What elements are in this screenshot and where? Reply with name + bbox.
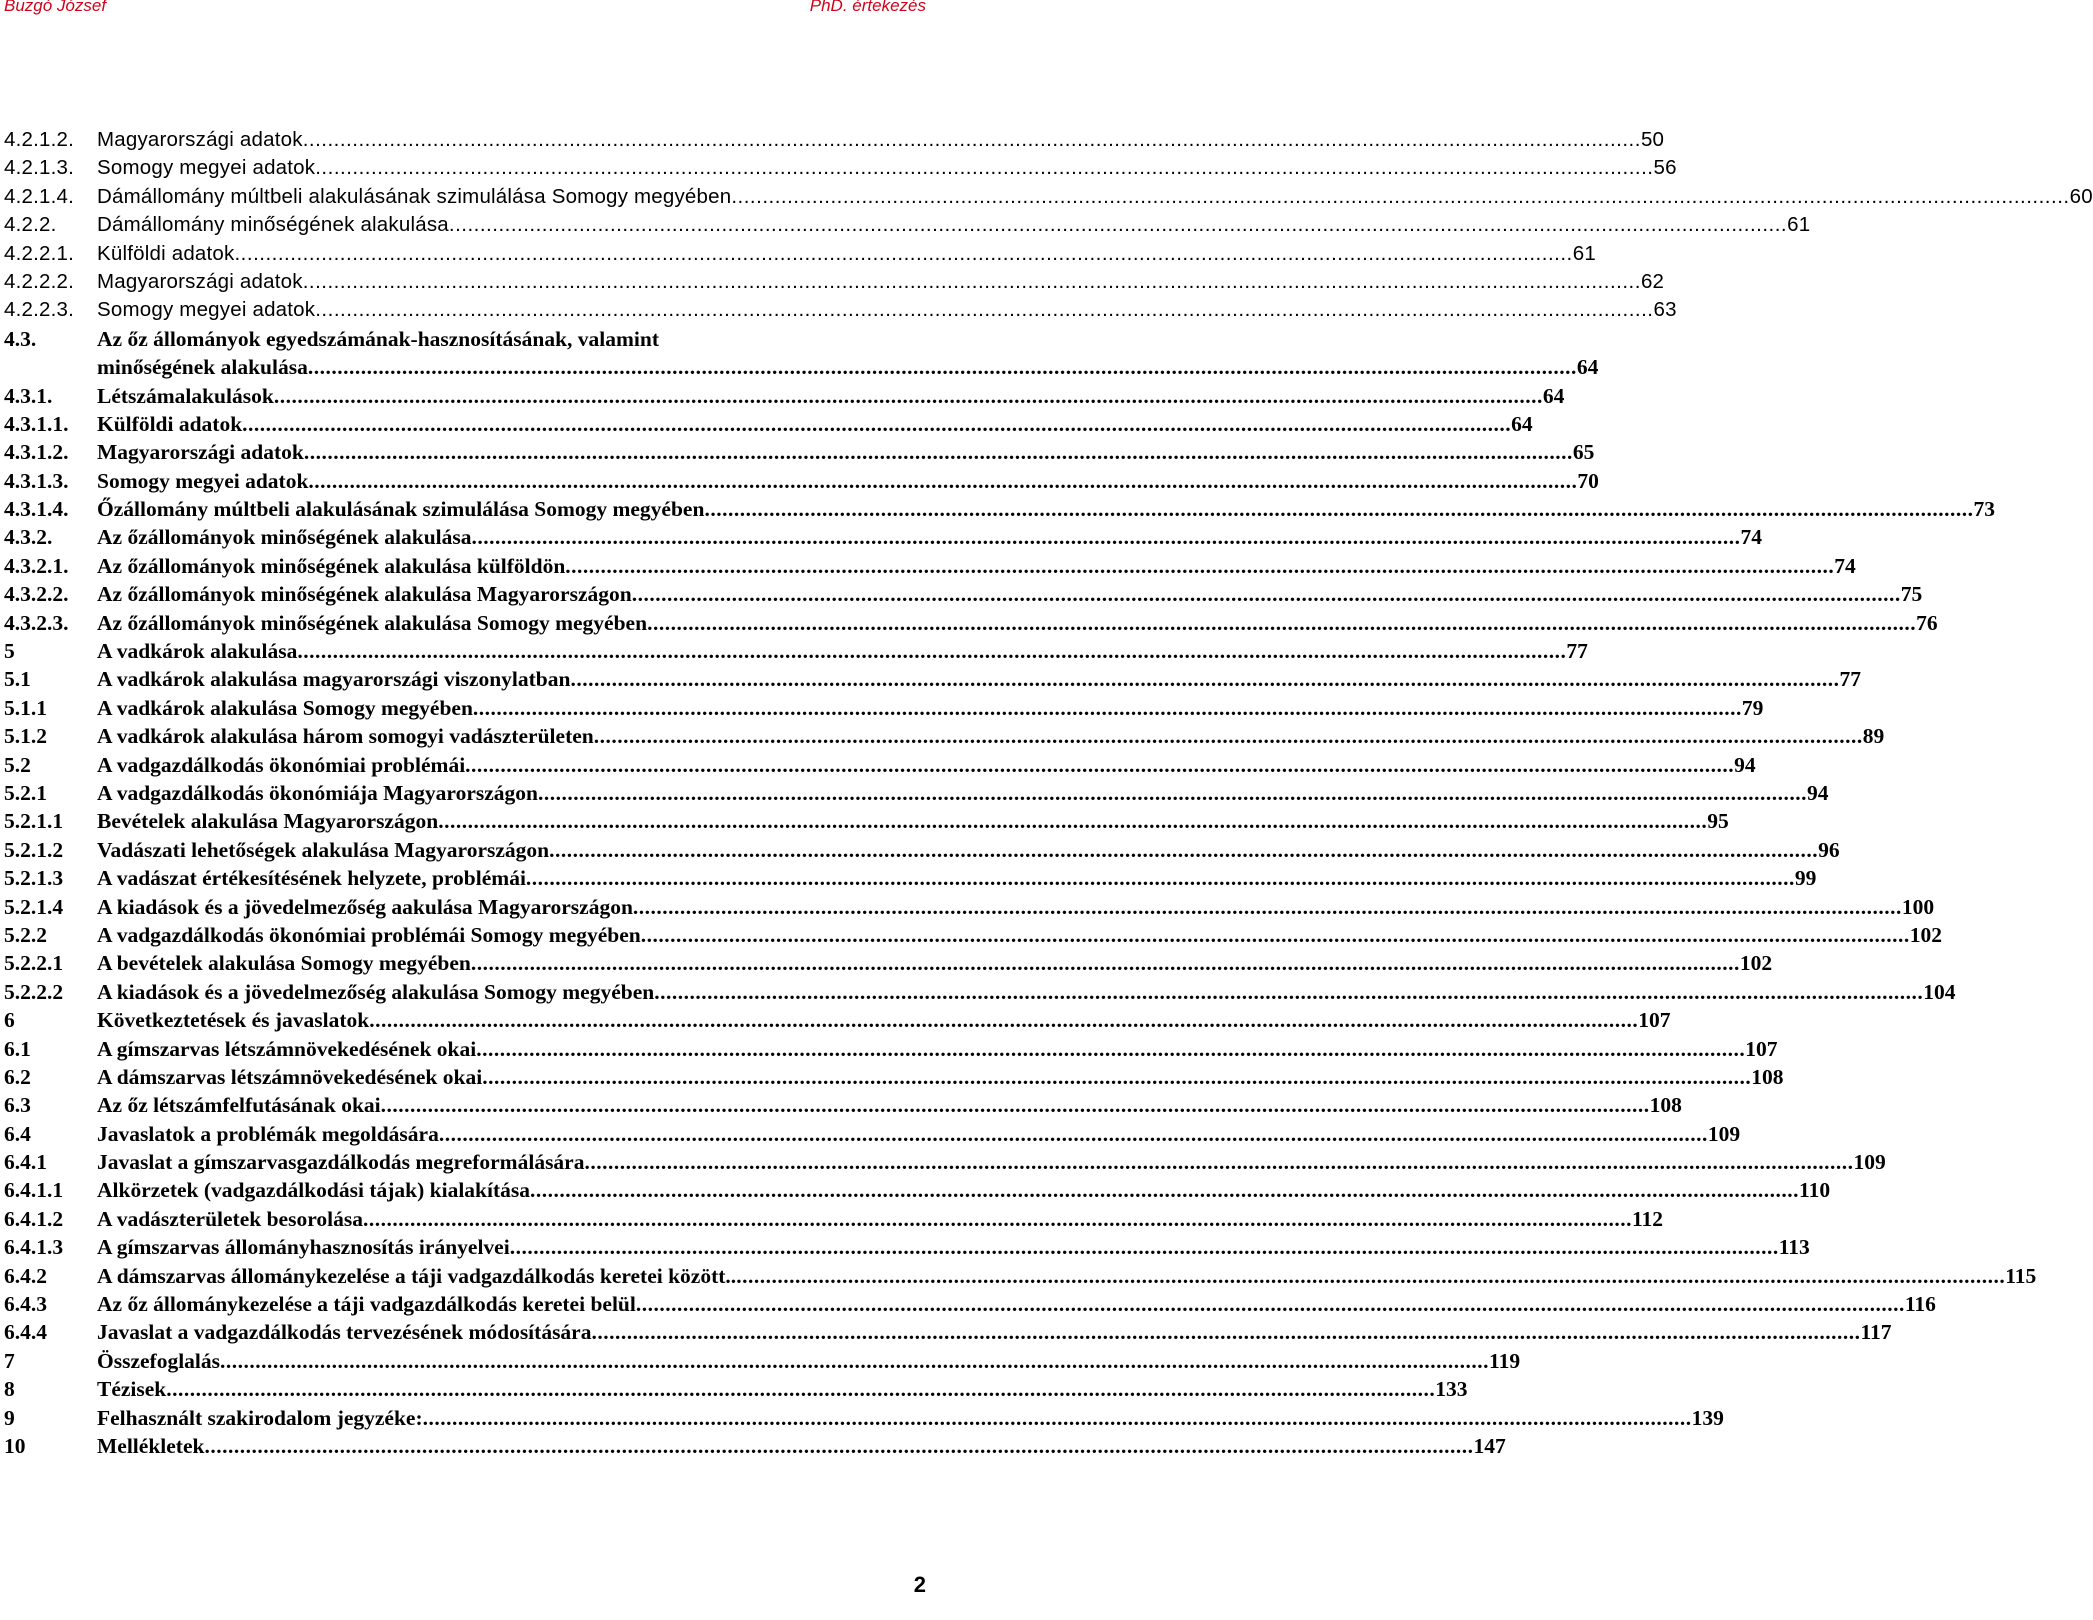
toc-entry-page: 60 (2069, 184, 2093, 208)
toc-entry[interactable] (4, 410, 1533, 438)
toc-entry-number: 5.1.1 (4, 695, 47, 720)
toc-entry-title: Az őz létszámfelfutásának okai (97, 1093, 381, 1118)
toc-entry-page: 64 (1511, 411, 1533, 436)
toc-entry-page: 64 (1542, 383, 1565, 408)
toc-entry-number: 5.2.1.2 (4, 837, 64, 862)
toc-entry-title: Külföldi adatok (97, 241, 235, 265)
toc-entry[interactable] (4, 694, 1764, 722)
toc-entry[interactable] (4, 438, 1595, 466)
dot-leader (472, 523, 1741, 551)
dot-leader (704, 495, 1973, 523)
toc-entry[interactable] (4, 126, 1665, 154)
toc-entry-page: 73 (1973, 497, 1995, 522)
toc-entry-title: Összefoglalás (97, 1348, 221, 1373)
toc-entry-page: 112 (1631, 1206, 1664, 1231)
toc-entry-number: 5.1.2 (4, 724, 47, 749)
toc-entry-title: Magyarországi adatok (97, 128, 303, 151)
toc-entry-number: 4.3.2.3. (4, 610, 69, 635)
toc-entry-page: 107 (1745, 1036, 1778, 1061)
toc-entry[interactable] (4, 552, 1856, 580)
toc-entry-number: 6 (4, 1008, 15, 1033)
toc-entry[interactable] (4, 382, 1565, 410)
dot-leader (476, 1035, 1745, 1063)
toc-entry-title: Az őzállományok minőségének alakulása Somogy megyében (97, 610, 648, 635)
toc-entry-title: Felhasznált szakirodalom jegyzéke: (97, 1405, 423, 1430)
dot-leader (482, 1063, 1751, 1091)
toc-entry-title: A gímszarvas létszámnövekedésének okai (97, 1036, 477, 1061)
toc-entry-number: 4.3.1. (4, 383, 53, 408)
dot-leader (308, 467, 1577, 495)
toc-entry-title: A bevételek alakulása Somogy megyében (97, 951, 471, 976)
toc-entry[interactable] (4, 240, 1596, 268)
toc-entry-page: 104 (1923, 979, 1956, 1004)
toc-entry-page: 63 (1653, 298, 1677, 322)
dot-leader (530, 1176, 1799, 1204)
toc-entry-number: 6.4 (4, 1121, 31, 1146)
toc-entry[interactable] (4, 807, 1729, 835)
toc-entry-number: 9 (4, 1405, 15, 1430)
toc-entry-number: 5.2.1.3 (4, 866, 64, 891)
toc-entry-page: 108 (1649, 1093, 1682, 1118)
dot-leader (584, 1148, 1853, 1176)
toc-entry-page: 117 (1860, 1320, 1892, 1345)
dot-leader (538, 779, 1807, 807)
toc-entry-page: 116 (1904, 1292, 1936, 1317)
toc-entry-page: 99 (1794, 866, 1817, 891)
dot-leader (736, 1262, 2005, 1290)
dot-leader (654, 978, 1923, 1006)
toc-entry[interactable] (4, 154, 1677, 182)
toc-entry-number: 6.3 (4, 1093, 31, 1118)
toc-entry-title: Következtetések és javaslatok (97, 1008, 370, 1033)
toc-entry-number: 4.2.1.4. (4, 184, 74, 208)
toc-entry-number: 6.4.1.1 (4, 1178, 64, 1203)
toc-entry[interactable] (4, 609, 1938, 637)
toc-entry-number: 4.2.2. (4, 213, 57, 237)
toc-entry[interactable] (4, 1148, 1886, 1176)
toc-entry-number: 5.2 (4, 752, 31, 777)
dot-leader (526, 864, 1795, 892)
dot-leader (570, 665, 1839, 693)
toc-entry-page: 62 (1640, 269, 1665, 293)
dot-leader (308, 353, 1577, 381)
toc-entry-number: 4.2.2.1. (4, 241, 74, 265)
toc-entry-page: 79 (1741, 695, 1764, 720)
toc-entry-title: Javaslat a vadgazdálkodás tervezésének módosítására (97, 1320, 592, 1345)
dot-leader (641, 921, 1910, 949)
toc-entry-title: Alkörzetek (vadgazdálkodási tájak) kialakítása (97, 1178, 531, 1203)
toc-entry-page: 107 (1638, 1008, 1671, 1033)
toc-entry[interactable] (4, 1035, 1778, 1063)
toc-entry[interactable] (4, 1176, 1831, 1204)
toc-entry[interactable] (4, 467, 1599, 495)
dot-leader (633, 893, 1902, 921)
toc-entry[interactable] (4, 751, 1756, 779)
dot-leader (369, 1006, 1638, 1034)
toc-entry-title: Az őzállományok minőségének alakulása külföldön (97, 553, 566, 578)
toc-entry-number: 5.2.2.2 (4, 979, 64, 1004)
toc-entry-title: A vadgazdálkodás ökonómiai problémái Somogy megyében (97, 922, 641, 947)
toc-entry-title: A vadgazdálkodás ökonómiája Magyarországon (97, 780, 538, 805)
toc-entry-number: 4.3.2.1. (4, 553, 69, 578)
dot-leader (647, 609, 1916, 637)
toc-entry-page: 108 (1751, 1064, 1784, 1089)
dot-leader (636, 1290, 1905, 1318)
toc-entry-page: 94 (1807, 780, 1829, 805)
toc-entry[interactable] (4, 1318, 1892, 1346)
toc-entry[interactable] (4, 1120, 1741, 1148)
toc-entry-number: 4.3.2.2. (4, 582, 69, 607)
toc-entry-title: Javaslat a gímszarvasgazdálkodás megreformálására (97, 1150, 585, 1175)
toc-entry-page: 74 (1740, 525, 1762, 550)
toc-entry-number: 5.2.1 (4, 780, 47, 805)
toc-entry-page: 102 (1739, 951, 1773, 976)
toc-entry-page: 110 (1799, 1178, 1831, 1203)
toc-entry-number: 4.3.1.2. (4, 440, 69, 465)
toc-entry-number: 5.2.2 (4, 922, 47, 947)
header-author: Buzgó József (4, 0, 107, 15)
toc-entry-title: Somogy megyei adatok (97, 468, 309, 493)
dot-leader (381, 1091, 1650, 1119)
toc-entry-number: 5.2.1.4 (4, 894, 64, 919)
dot-leader (591, 1318, 1860, 1346)
toc-entry[interactable] (4, 921, 1942, 949)
toc-entry-title: A gímszarvas állományhasznosítás irányelvei (97, 1235, 510, 1260)
toc-entry-title: A vadgazdálkodás ökonómiai problémái (97, 752, 466, 777)
dot-leader (204, 1432, 1473, 1460)
toc-entry-page: 75 (1900, 582, 1923, 607)
toc-entry[interactable] (4, 949, 1773, 977)
toc-entry-title: Az őz állománykezelése a táji vadgazdálkodás keretei belül (97, 1292, 636, 1317)
toc-entry[interactable] (4, 637, 1588, 665)
toc-entry-page: 74 (1834, 553, 1856, 578)
toc-entry-number: 4.2.1.3. (4, 156, 74, 180)
toc-entry-number: 6.4.1.3 (4, 1235, 64, 1260)
toc-entry[interactable] (4, 268, 1665, 296)
toc-entry-title: Vadászati lehetőségek alakulása Magyarországon (97, 837, 550, 862)
toc-entry-page: 94 (1734, 752, 1756, 777)
toc-entry-number: 6.4.3 (4, 1292, 47, 1317)
toc-entry-number: 7 (4, 1348, 15, 1373)
toc-entry[interactable] (4, 722, 1885, 750)
dot-leader (471, 949, 1740, 977)
toc-entry-page: 133 (1435, 1377, 1468, 1402)
dot-leader (274, 382, 1543, 410)
toc-entry-title: Az őzállományok minőségének alakulása Magyarországon (97, 582, 632, 607)
toc-entry-number: 5.1 (4, 667, 31, 692)
dot-leader (242, 410, 1511, 438)
toc-entry-page: 77 (1566, 639, 1588, 664)
dot-leader (304, 438, 1573, 466)
dot-leader (363, 1205, 1632, 1233)
dot-leader (449, 211, 1787, 239)
dot-leader (565, 552, 1834, 580)
toc-entry[interactable] (4, 523, 1762, 551)
dot-leader (315, 296, 1653, 324)
toc-entry-title: Somogy megyei adatok (97, 156, 316, 180)
toc-entry-title: Létszámalakulások (97, 383, 274, 408)
toc-entry[interactable] (4, 1432, 1506, 1460)
toc-entry[interactable] (4, 836, 1840, 864)
toc-entry[interactable] (4, 1290, 1936, 1318)
toc-entry-title: A kiadások és a jövedelmezőség alakulása Somogy megyében (97, 979, 655, 1004)
dot-leader (439, 1120, 1708, 1148)
toc-entry[interactable] (4, 495, 1995, 523)
dot-leader (303, 268, 1641, 296)
toc-entry[interactable] (4, 183, 2093, 211)
toc-entry-number: 4.3.1.1. (4, 411, 69, 436)
toc-entry-page: 64 (1576, 355, 1599, 380)
toc-entry[interactable] (4, 978, 1956, 1006)
toc-entry-page: 65 (1572, 440, 1595, 465)
dot-leader (297, 637, 1566, 665)
toc-entry-page: 115 (2005, 1263, 2037, 1288)
toc-entry[interactable] (4, 1262, 2037, 1290)
toc-entry-number: 6.1 (4, 1036, 31, 1061)
toc-entry[interactable] (4, 580, 1923, 608)
toc-entry-title: Javaslatok a problémák megoldására (97, 1121, 439, 1146)
dot-leader (731, 183, 2069, 211)
toc-entry-page: 61 (1572, 241, 1596, 265)
toc-entry-page: 119 (1489, 1348, 1521, 1373)
toc-entry-page: 77 (1839, 667, 1861, 692)
toc-entry-number: 6.4.2 (4, 1263, 47, 1288)
toc-entry-page: 109 (1853, 1150, 1886, 1175)
toc-entry-title: Tézisek (97, 1377, 167, 1402)
toc-entry-title: Bevételek alakulása Magyarországon (97, 809, 439, 834)
toc-entry-number: 8 (4, 1377, 15, 1402)
table-of-contents (4, 126, 2093, 1460)
toc-entry-title: A vadkárok alakulása három somogyi vadászterületen (97, 724, 594, 749)
toc-entry-continuation[interactable] (4, 353, 1599, 381)
dot-leader (594, 722, 1863, 750)
dot-leader (166, 1375, 1435, 1403)
toc-entry[interactable] (4, 1063, 1784, 1091)
toc-entry-title: Az őz állományok egyedszámának-hasznosításának, valamint (97, 326, 660, 351)
toc-entry-title-cont: minőségének alakulása (97, 355, 308, 380)
toc-entry-number: 6.4.1.2 (4, 1206, 64, 1231)
toc-entry[interactable] (4, 1404, 1724, 1432)
toc-entry-page: 113 (1778, 1235, 1810, 1260)
dot-leader (220, 1347, 1489, 1375)
toc-entry-number: 6.4.4 (4, 1320, 47, 1345)
toc-entry-title: Az őzállományok minőségének alakulása (97, 525, 472, 550)
toc-entry-number: 6.4.1 (4, 1150, 47, 1175)
toc-entry-title: A dámszarvas állománykezelése a táji vadgazdálkodás keretei között.. (97, 1263, 737, 1288)
toc-entry-page: 56 (1653, 156, 1677, 180)
toc-entry[interactable] (4, 893, 1935, 921)
dot-leader (423, 1404, 1692, 1432)
toc-entry-title: A vadászterületek besorolása (97, 1206, 363, 1231)
toc-entry-title: A vadkárok alakulása magyarországi viszonylatban (97, 667, 571, 692)
toc-entry[interactable] (4, 211, 1811, 239)
toc-entry-page: 50 (1640, 128, 1665, 151)
toc-entry-title: A dámszarvas létszámnövekedésének okai (97, 1064, 483, 1089)
toc-entry-number: 4.3. (4, 326, 37, 351)
toc-entry-page: 139 (1691, 1405, 1724, 1430)
toc-entry[interactable] (4, 864, 1817, 892)
toc-entry[interactable] (4, 325, 926, 353)
toc-entry-number: 4.3.2. (4, 525, 53, 550)
header-doc-type: PhD. értekezés (809, 0, 926, 15)
dot-leader (234, 240, 1572, 268)
toc-entry-page: 95 (1707, 809, 1729, 834)
toc-entry-number: 5 (4, 639, 15, 664)
toc-entry-page: 70 (1577, 468, 1599, 493)
toc-entry-page: 76 (1916, 610, 1938, 635)
toc-entry-page: 100 (1901, 894, 1935, 919)
toc-entry-page: 89 (1862, 724, 1885, 749)
toc-entry-number: 4.2.2.2. (4, 269, 74, 293)
dot-leader (510, 1233, 1779, 1261)
toc-entry-page: 102 (1909, 922, 1942, 947)
toc-entry-number: 4.3.1.3. (4, 468, 69, 493)
toc-entry[interactable] (4, 1091, 1682, 1119)
toc-entry-title: Dámállomány minőségének alakulása (97, 213, 449, 237)
toc-entry[interactable] (4, 1347, 1521, 1375)
toc-entry-number: 5.2.1.1 (4, 809, 64, 834)
toc-entry-number: 10 (4, 1433, 26, 1458)
toc-entry-title: Őzállomány múltbeli alakulásának szimulálása Somogy megyében (97, 497, 705, 522)
toc-entry-title: A vadkárok alakulása Somogy megyében (97, 695, 473, 720)
toc-entry-number: 4.2.2.3. (4, 298, 74, 322)
toc-entry-title: A vadászat értékesítésének helyzete, problémái (97, 866, 526, 891)
toc-entry[interactable] (4, 1205, 1664, 1233)
toc-entry[interactable] (4, 665, 1861, 693)
dot-leader (549, 836, 1818, 864)
toc-entry-number: 4.3.1.4. (4, 497, 69, 522)
dot-leader (438, 807, 1707, 835)
toc-entry-number: 4.2.1.2. (4, 128, 74, 151)
toc-entry-title: Mellékletek (97, 1433, 205, 1458)
toc-entry-title: Somogy megyei adatok (97, 298, 316, 322)
toc-entry-page: 61 (1787, 213, 1811, 237)
page-number: 2 (913, 1572, 926, 1597)
toc-entry-title: Magyarországi adatok (97, 269, 303, 293)
toc-entry-title: Külföldi adatok (97, 411, 243, 436)
toc-entry[interactable] (4, 1375, 1468, 1403)
dot-leader (632, 580, 1901, 608)
dot-leader (473, 694, 1742, 722)
toc-entry-title: A vadkárok alakulása (97, 639, 298, 664)
dot-leader (315, 154, 1653, 182)
toc-entry-title: Magyarországi adatok (97, 440, 304, 465)
dot-leader (303, 126, 1641, 154)
toc-entry-title: A kiadások és a jövedelmezőség aakulása Magyarországon (97, 894, 633, 919)
toc-entry-page: 109 (1707, 1121, 1741, 1146)
toc-entry-page: 96 (1818, 837, 1840, 862)
toc-entry[interactable] (4, 1006, 1671, 1034)
toc-entry[interactable] (4, 779, 1829, 807)
toc-entry[interactable] (4, 1233, 1810, 1261)
toc-entry-number: 6.2 (4, 1064, 31, 1089)
toc-entry[interactable] (4, 296, 1677, 324)
dot-leader (465, 751, 1734, 779)
toc-entry-number: 5.2.2.1 (4, 951, 64, 976)
toc-entry-page: 147 (1473, 1433, 1506, 1458)
toc-entry-title: Dámállomány múltbeli alakulásának szimulálása Somogy megyében (97, 184, 732, 208)
